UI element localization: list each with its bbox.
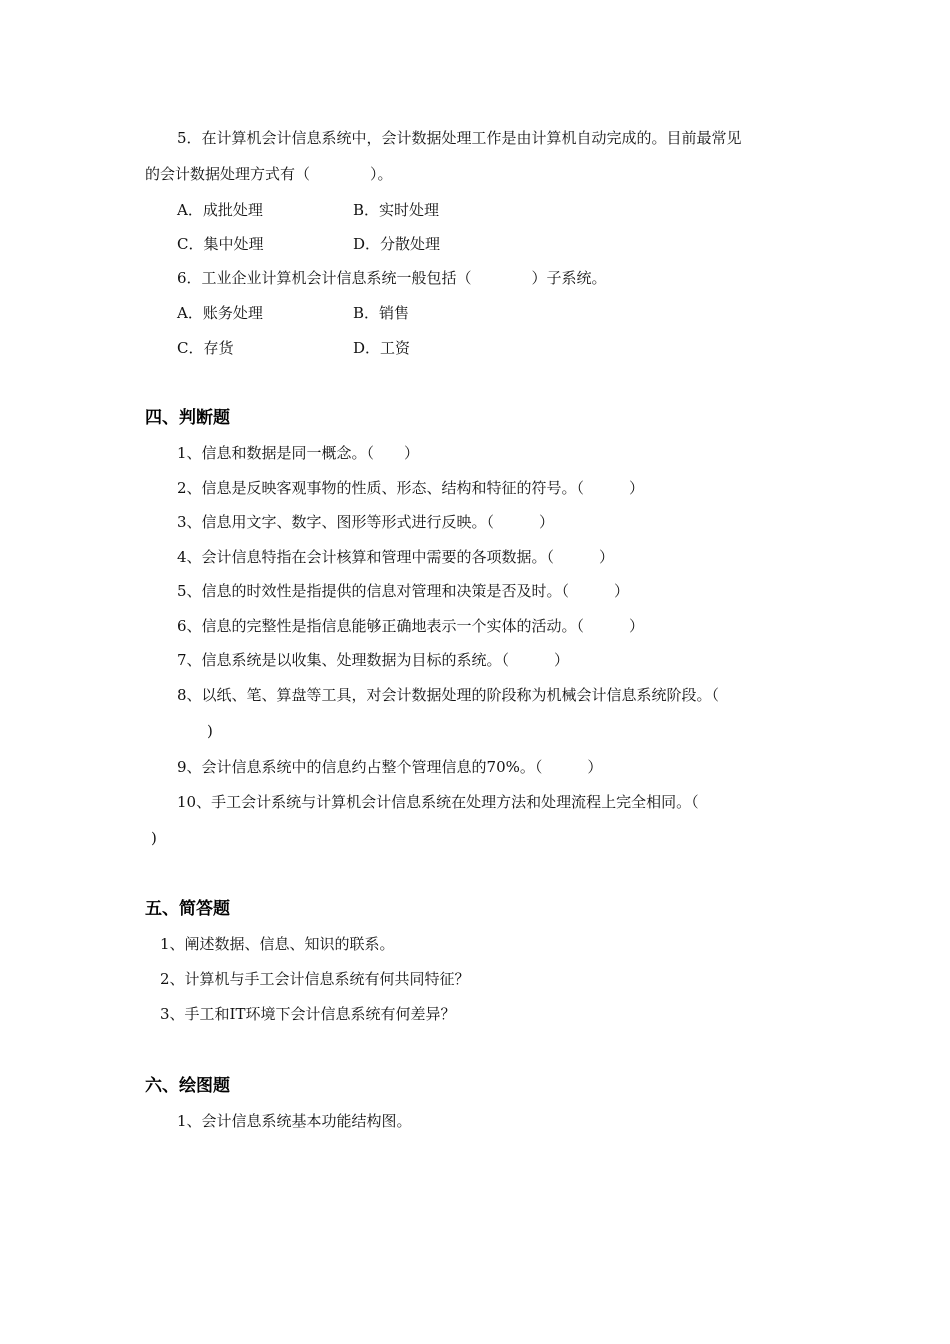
question-6-options-row1 [177, 303, 597, 323]
judgment-item-10-continuation: ) [151, 829, 157, 847]
judgment-item-1: 1、信息和数据是同一概念。（ ） [177, 444, 420, 462]
short-answer-item-2: 2、计算机与手工会计信息系统有何共同特征？ [160, 970, 470, 988]
short-answer-item-1: 1、阐述数据、信息、知识的联系。 [160, 935, 395, 953]
question-5-options-row1 [177, 200, 597, 220]
judgment-item-8-continuation: ) [207, 722, 213, 740]
question-6-option-d: D．工资 [353, 339, 411, 357]
question-6-text: 6．工业企业计算机会计信息系统一般包括（ ）子系统。 [177, 269, 607, 287]
question-6-option-c: C．存货 [177, 339, 234, 357]
judgment-item-3: 3、信息用文字、数字、图形等形式进行反映。（ ） [177, 513, 555, 531]
question-6-option-b: B．销售 [353, 304, 410, 322]
judgment-item-10: 10、手工会计系统与计算机会计信息系统在处理方法和处理流程上完全相同。（ [177, 793, 699, 811]
question-5-text-line1: 5．在计算机会计信息系统中，会计数据处理工作是由计算机自动完成的。目前最常见 [177, 129, 742, 147]
question-5-option-d: D．分散处理 [353, 235, 441, 253]
question-5-option-b: B．实时处理 [353, 201, 440, 219]
judgment-item-2: 2、信息是反映客观事物的性质、形态、结构和特征的符号。（ ） [177, 479, 645, 497]
judgment-item-5: 5、信息的时效性是指提供的信息对管理和决策是否及时。（ ） [177, 582, 630, 600]
question-5-text-line2: 的会计数据处理方式有（ ）。 [145, 165, 393, 183]
judgment-item-8: 8、以纸、笔、算盘等工具，对会计数据处理的阶段称为机械会计信息系统阶段。（ [177, 686, 720, 704]
section-6-title: 六、绘图题 [145, 1076, 230, 1096]
judgment-item-7: 7、信息系统是以收集、处理数据为目标的系统。（ ） [177, 651, 570, 669]
question-5-options-row2 [177, 234, 597, 254]
short-answer-item-3: 3、手工和IT环境下会计信息系统有何差异？ [160, 1005, 456, 1023]
question-6-option-a: A．账务处理 [177, 304, 263, 322]
judgment-item-4: 4、会计信息特指在会计核算和管理中需要的各项数据。（ ） [177, 548, 615, 566]
judgment-item-9: 9、会计信息系统中的信息约占整个管理信息的70%。（ ） [177, 758, 603, 776]
question-5-option-c: C．集中处理 [177, 235, 264, 253]
drawing-item-1: 1、会计信息系统基本功能结构图。 [177, 1112, 412, 1130]
question-6-options-row2 [177, 338, 597, 358]
question-5-option-a: A．成批处理 [177, 201, 263, 219]
section-4-title: 四、判断题 [145, 408, 230, 428]
section-5-title: 五、简答题 [145, 899, 230, 919]
judgment-item-6: 6、信息的完整性是指信息能够正确地表示一个实体的活动。（ ） [177, 617, 645, 635]
